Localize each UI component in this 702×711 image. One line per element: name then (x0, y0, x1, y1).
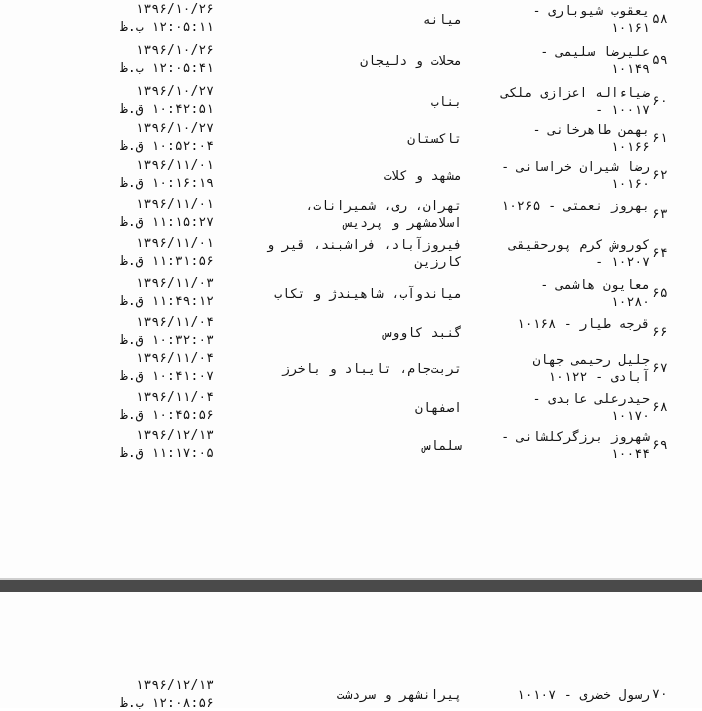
row-place: بناب (430, 95, 462, 110)
row-date: ۱۳۹۶/۱۰/۲۷ (135, 84, 214, 99)
row-date: ۱۳۹۶/۱۱/۰۱ (135, 197, 214, 212)
row-num: ۶۱ (652, 131, 668, 146)
row-num: ۷۰ (652, 687, 668, 702)
row-date: ۱۳۹۶/۱۰/۲۷ (135, 121, 214, 136)
row-time: ۱۲:۰۸:۵۶ ب.ظ (120, 696, 214, 711)
row-name: ضیاءاله اعزازی ملکی - ۱۰۰۱۷ (501, 86, 650, 118)
row-time: ۱۰:۳۲:۰۳ ق.ظ (120, 333, 214, 348)
row-time: ۱۱:۳۱:۵۶ ق.ظ (120, 254, 214, 269)
row-time: ۱۰:۵۲:۰۴ ق.ظ (120, 139, 214, 154)
row-time: ۱۲:۰۵:۱۱ ب.ظ (120, 20, 214, 35)
row-time: ۱۰:۴۱:۰۷ ق.ظ (120, 369, 214, 384)
row-place: گنبد کاووس (383, 326, 462, 341)
row-name: شهروز برزگرکلشانی - ۱۰۰۴۴ (501, 430, 650, 462)
row-time: ۱۰:۴۵:۵۶ ق.ظ (120, 408, 214, 423)
row-place: اصفهان (415, 401, 462, 416)
row-date: ۱۳۹۶/۱۰/۲۶ (135, 43, 214, 58)
row-name: حیدرعلی عابدی - ۱۰۱۷۰ (532, 392, 650, 424)
row-date: ۱۳۹۶/۱۰/۲۶ (135, 2, 214, 17)
row-place: پیرانشهر و سردشت (336, 688, 462, 703)
row-date: ۱۳۹۶/۱۱/۰۱ (135, 158, 214, 173)
row-num: ۶۹ (652, 438, 668, 453)
page-break (0, 580, 702, 592)
row-name: رسول خضری - ۱۰۱۰۷ (516, 688, 650, 703)
row-time: ۱۰:۴۲:۵۱ ق.ظ (120, 102, 214, 117)
row-date: ۱۳۹۶/۱۱/۰۴ (135, 315, 214, 330)
row-time: ۱۱:۱۷:۰۵ ق.ظ (120, 446, 214, 461)
row-date: ۱۳۹۶/۱۱/۰۴ (135, 390, 214, 405)
row-name: کوروش کرم پورحقیقی - ۱۰۲۰۷ (509, 238, 650, 270)
row-time: ۱۰:۱۶:۱۹ ق.ظ (120, 176, 214, 191)
row-name: جلیل رحیمی جهان آبادی - ۱۰۱۲۲ (532, 353, 650, 385)
row-place: تاکستان (407, 132, 462, 147)
row-place: تهران، ری، شمیرانات، اسلامشهر و پردیس (305, 199, 462, 231)
row-num: ۶۳ (652, 207, 668, 222)
row-num: ۵۹ (652, 53, 668, 68)
row-time: ۱۲:۰۵:۴۱ ب.ظ (120, 61, 214, 76)
row-time: ۱۱:۱۵:۲۷ ق.ظ (120, 215, 214, 230)
row-num: ۶۵ (652, 286, 668, 301)
row-date: ۱۳۹۶/۱۲/۱۳ (135, 428, 214, 443)
row-num: ۶۷ (652, 361, 668, 376)
row-place: میاندوآب، شاهیندژ و تکاب (274, 287, 462, 302)
row-place: میانه (422, 13, 462, 28)
document-page-bottom (0, 592, 702, 711)
row-name: بهمن طاهرخانی - ۱۰۱۶۶ (532, 123, 650, 155)
row-place: سلماس (422, 439, 462, 454)
row-place: فیروزآباد، فراشبند، قیر و کارزین (266, 238, 462, 270)
row-place: مشهد و کلات (383, 169, 462, 184)
row-time: ۱۱:۴۹:۱۲ ق.ظ (120, 294, 214, 309)
row-name: قرجه طیار - ۱۰۱۶۸ (516, 317, 650, 332)
row-date: ۱۳۹۶/۱۱/۰۱ (135, 236, 214, 251)
row-num: ۶۶ (652, 325, 668, 340)
row-date: ۱۳۹۶/۱۲/۱۳ (135, 678, 214, 693)
row-num: ۶۲ (652, 168, 668, 183)
row-name: بهروز نعمتی - ۱۰۲۶۵ (501, 199, 650, 214)
row-name: یعقوب شیوباری - ۱۰۱۶۱ (532, 4, 650, 36)
row-num: ۶۴ (652, 246, 668, 261)
row-place: تربت‌جام، تایباد و باخرز (281, 362, 462, 377)
row-name: معایون هاشمی - ۱۰۲۸۰ (540, 278, 650, 310)
row-num: ۶۰ (652, 94, 668, 109)
row-date: ۱۳۹۶/۱۱/۰۳ (135, 276, 214, 291)
row-num: ۵۸ (652, 12, 668, 27)
row-place: محلات و دلیجان (360, 54, 462, 69)
row-num: ۶۸ (652, 400, 668, 415)
row-name: رضا شیران خراسانی - ۱۰۱۶۰ (501, 160, 650, 192)
row-name: علیرضا سلیمی - ۱۰۱۴۹ (540, 45, 650, 77)
row-date: ۱۳۹۶/۱۱/۰۴ (135, 351, 214, 366)
